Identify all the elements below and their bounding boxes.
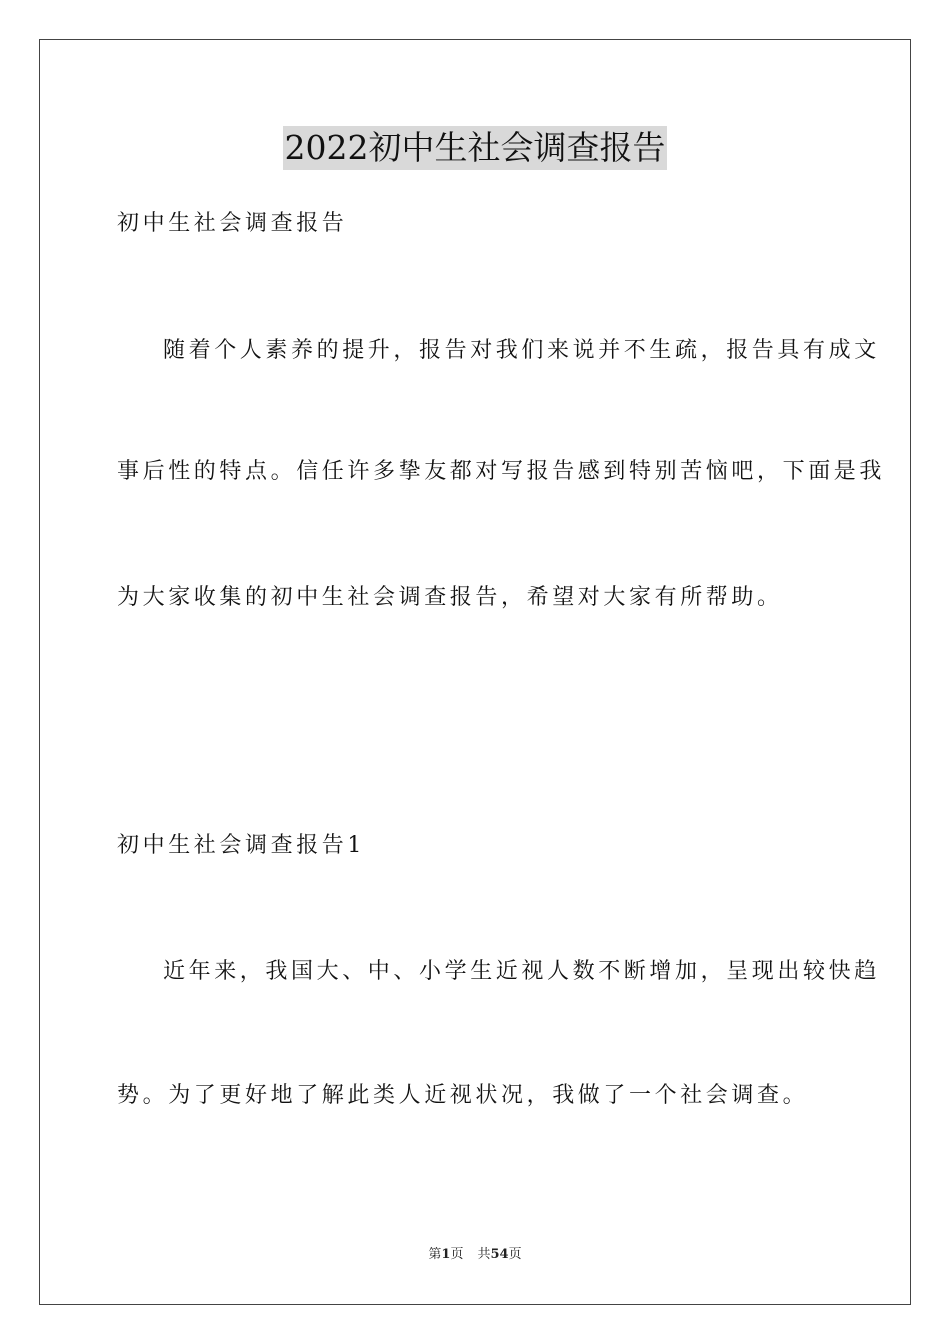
footer-total-suffix: 页	[508, 1247, 522, 1262]
footer-total-pages: 54	[490, 1247, 509, 1262]
intro-line-2: 事后性的特点。信任许多挚友都对写报告感到特别苦恼吧，下面是我	[117, 459, 886, 484]
footer-page-number: 1	[441, 1247, 451, 1262]
document-subtitle: 初中生社会调查报告	[117, 211, 348, 236]
section-line-1: 近年来，我国大、中、小学生近视人数不断增加，呈现出较快趋	[163, 959, 880, 984]
section-heading: 初中生社会调查报告1	[117, 833, 365, 858]
title-container	[0, 126, 950, 170]
footer-page-prefix: 第	[428, 1247, 442, 1262]
page-footer	[0, 1246, 950, 1264]
section-line-2: 势。为了更好地了解此类人近视状况，我做了一个社会调查。	[117, 1083, 809, 1108]
intro-line-1: 随着个人素养的提升，报告对我们来说并不生疏，报告具有成文	[163, 338, 880, 363]
footer-page-suffix: 页	[450, 1247, 464, 1262]
document-title: 2022初中生社会调查报告	[283, 126, 668, 170]
footer-total-prefix: 共	[477, 1247, 491, 1262]
intro-line-3: 为大家收集的初中生社会调查报告，希望对大家有所帮助。	[117, 585, 783, 610]
